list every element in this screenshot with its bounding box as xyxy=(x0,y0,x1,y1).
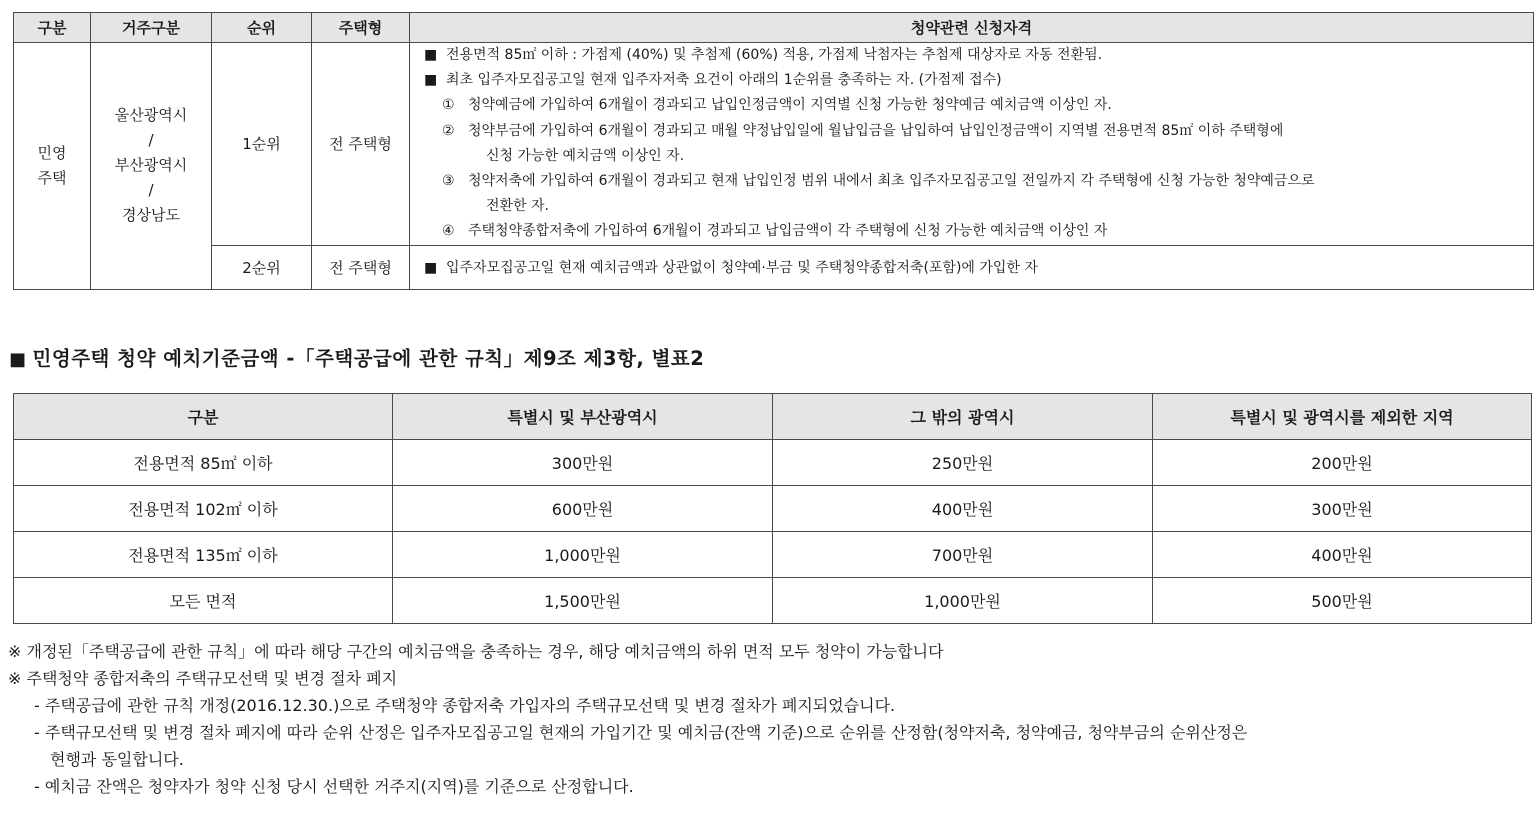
rank2-row xyxy=(14,245,1534,289)
qualification-item xyxy=(424,43,1533,68)
qualification-item xyxy=(424,68,1533,93)
deposit-cell: 모든 면적 xyxy=(14,578,393,624)
deposit-header-cell: 특별시 및 부산광역시 xyxy=(393,394,773,440)
circled-number: ① xyxy=(442,97,455,114)
header-qualification: 청약관련 신청자격 xyxy=(410,13,1534,43)
rank1-qualification xyxy=(410,43,1534,246)
category-cell xyxy=(14,43,91,290)
subitem-text: 주택청약종합저축에 가입하여 6개월이 경과되고 납입금액이 각 주택형에 신청 가능한 예치금액 이상인 자 xyxy=(468,223,1108,240)
qualification-text: 최초 입주자모집공고일 현재 입주자저축 요건이 아래의 1순위를 충족하는 자. (가점제 접수) xyxy=(446,72,1002,89)
rank2-housing-type: 전 주택형 xyxy=(312,245,410,289)
eligibility-table xyxy=(13,12,1534,290)
header-residence: 거주구분 xyxy=(91,13,212,43)
header-category: 구분 xyxy=(14,13,91,43)
deposit-cell: 200만원 xyxy=(1153,440,1532,486)
deposit-header-row xyxy=(14,394,1532,440)
circled-number: ② xyxy=(442,122,455,139)
category-line: 민영 xyxy=(37,143,67,162)
region-line: / xyxy=(148,181,154,200)
deposit-cell: 600만원 xyxy=(393,486,773,532)
deposit-cell: 700만원 xyxy=(773,532,1153,578)
rank2-qualification xyxy=(410,245,1534,289)
deposit-cell: 300만원 xyxy=(393,440,773,486)
region-line: / xyxy=(148,131,154,150)
square-bullet-icon: ■ xyxy=(424,260,438,277)
eligibility-header-row xyxy=(14,13,1534,43)
deposit-row xyxy=(14,532,1532,578)
region-cell xyxy=(91,43,212,290)
subitem-text-continued: 전환한 자. xyxy=(486,198,549,215)
notes-section xyxy=(8,638,1533,800)
note-subitem: - 예치금 잔액은 청약자가 청약 신청 당시 선택한 거주지(지역)를 기준으로 산정합니다. xyxy=(34,777,634,796)
circled-number: ③ xyxy=(442,173,455,190)
note-subitem xyxy=(8,719,1533,773)
deposit-row xyxy=(14,578,1532,624)
note-subitem-continued: 현행과 동일합니다. xyxy=(50,750,184,769)
region-line: 부산광역시 xyxy=(114,156,188,175)
deposit-row xyxy=(14,486,1532,532)
deposit-header-cell: 특별시 및 광역시를 제외한 지역 xyxy=(1153,394,1532,440)
deposit-cell: 500만원 xyxy=(1153,578,1532,624)
region-line: 울산광역시 xyxy=(114,106,188,125)
deposit-header-cell: 구분 xyxy=(14,394,393,440)
qualification-subitem xyxy=(424,169,1533,219)
rank1-row xyxy=(14,43,1534,246)
deposit-cell: 1,500만원 xyxy=(393,578,773,624)
header-rank: 순위 xyxy=(212,13,312,43)
deposit-cell: 300만원 xyxy=(1153,486,1532,532)
deposit-cell: 전용면적 85㎡ 이하 xyxy=(14,440,393,486)
section-heading xyxy=(9,343,704,371)
qualification-text: 전용면적 85㎡ 이하 : 가점제 (40%) 및 추첨제 (60%) 적용, 가점제 낙첨자는 추첨제 대상자로 자동 전환됨. xyxy=(446,47,1103,63)
qualification-text: 입주자모집공고일 현재 예치금액과 상관없이 청약예·부금 및 주택청약종합저축(포함)에 가입한 자 xyxy=(446,260,1038,277)
deposit-row xyxy=(14,440,1532,486)
note-subitem: - 주택공급에 관한 규칙 개정(2016.12.30.)으로 주택청약 종합저축 가입자의 주택규모선택 및 변경 절차가 폐지되었습니다. xyxy=(34,696,896,715)
qualification-subitem xyxy=(424,93,1533,118)
qualification-subitem xyxy=(424,219,1533,244)
qualification-subitem xyxy=(424,119,1533,169)
rank1-housing-type: 전 주택형 xyxy=(312,43,410,246)
rank2-label: 2순위 xyxy=(212,245,312,289)
deposit-header-cell: 그 밖의 광역시 xyxy=(773,394,1153,440)
subitem-text-continued: 신청 가능한 예치금액 이상인 자. xyxy=(486,147,685,164)
deposit-cell: 전용면적 102㎡ 이하 xyxy=(14,486,393,532)
note-item: ※ 주택청약 종합저축의 주택규모선택 및 변경 절차 폐지 xyxy=(8,669,398,688)
deposit-cell: 1,000만원 xyxy=(773,578,1153,624)
subitem-text: 청약예금에 가입하여 6개월이 경과되고 납입인정금액이 지역별 신청 가능한 청약예금 예치금액 이상인 자. xyxy=(468,97,1112,114)
square-bullet-icon: ■ xyxy=(424,47,438,63)
section-heading-text: 민영주택 청약 예치기준금액 -「주택공급에 관한 규칙」제9조 제3항, 별표2 xyxy=(32,347,705,370)
note-subitem-text: - 주택규모선택 및 변경 절차 폐지에 따라 순위 산정은 입주자모집공고일 현재의 가입기간 및 예치금(잔액 기준)으로 순위를 산정함(청약저축, 청약예금, 청약부금의 순위산정은 xyxy=(34,723,1248,742)
deposit-table xyxy=(13,393,1532,624)
square-marker-icon: ■ xyxy=(9,349,27,370)
deposit-cell: 전용면적 135㎡ 이하 xyxy=(14,532,393,578)
circled-number: ④ xyxy=(442,223,455,240)
subitem-text: 청약저축에 가입하여 6개월이 경과되고 현재 납입인정 범위 내에서 최초 입주자모집공고일 전일까지 각 주택형에 신청 가능한 청약예금으로 xyxy=(468,173,1315,190)
note-item: ※ 개정된「주택공급에 관한 규칙」에 따라 해당 구간의 예치금액을 충족하는 경우, 해당 예치금액의 하위 면적 모두 청약이 가능합니다 xyxy=(8,642,944,661)
deposit-cell: 400만원 xyxy=(1153,532,1532,578)
deposit-cell: 400만원 xyxy=(773,486,1153,532)
category-line: 주택 xyxy=(37,168,67,187)
deposit-cell: 250만원 xyxy=(773,440,1153,486)
deposit-cell: 1,000만원 xyxy=(393,532,773,578)
square-bullet-icon: ■ xyxy=(424,72,438,89)
region-line: 경상남도 xyxy=(122,206,180,225)
header-housing-type: 주택형 xyxy=(312,13,410,43)
rank1-label: 1순위 xyxy=(212,43,312,246)
subitem-text: 청약부금에 가입하여 6개월이 경과되고 매월 약정납입일에 월납입금을 납입하여 납입인정금액이 지역별 전용면적 85㎡ 이하 주택형에 xyxy=(468,122,1284,139)
